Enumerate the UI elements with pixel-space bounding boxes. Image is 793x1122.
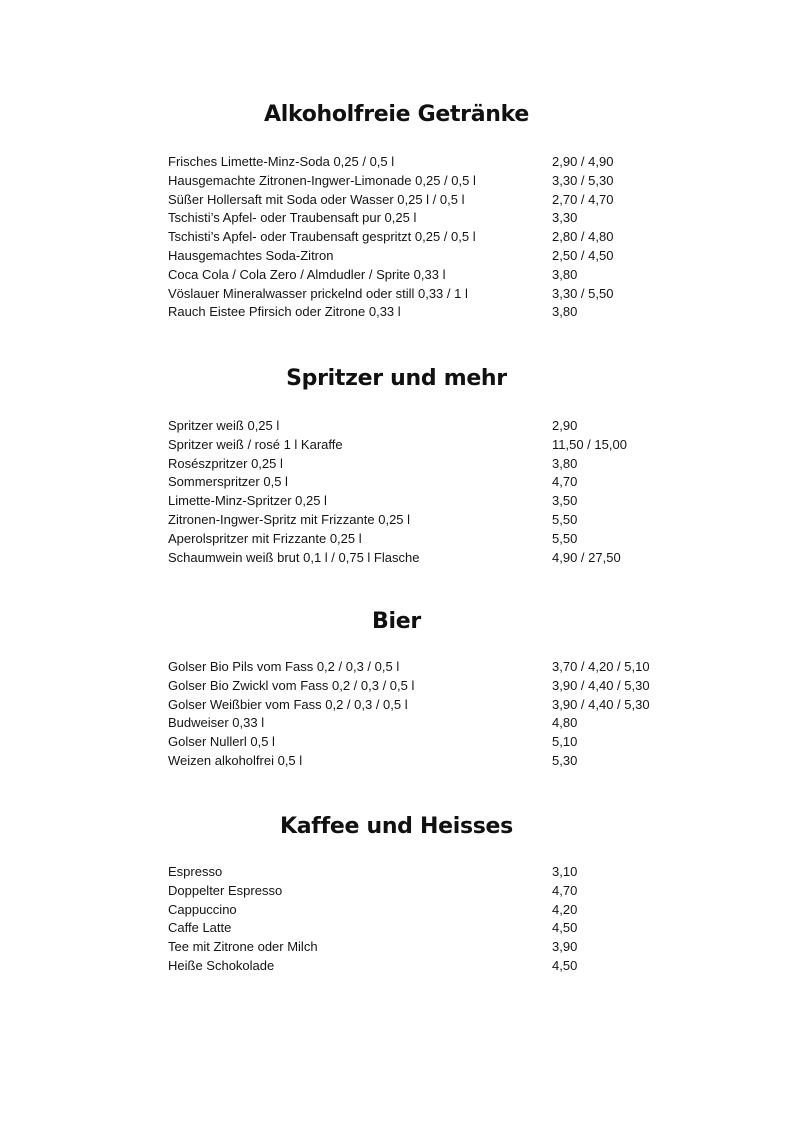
item-price: 5,30 bbox=[552, 752, 578, 768]
item-name: Doppelter Espresso bbox=[168, 882, 283, 898]
menu-item bbox=[168, 492, 688, 511]
item-price: 4,20 bbox=[552, 901, 578, 917]
menu-item bbox=[168, 228, 688, 247]
menu-item bbox=[168, 696, 688, 715]
item-name: Spritzer weiß / rosé 1 l Karaffe bbox=[168, 436, 343, 452]
item-name: Frisches Limette-Minz-Soda 0,25 / 0,5 l bbox=[168, 154, 395, 169]
menu-item bbox=[168, 901, 688, 920]
menu-item bbox=[168, 677, 688, 696]
item-price: 3,70 / 4,20 / 5,10 bbox=[552, 659, 650, 674]
item-name: Caffe Latte bbox=[168, 920, 232, 936]
item-name: Hausgemachtes Soda-Zitron bbox=[168, 247, 334, 263]
menu-item bbox=[168, 530, 688, 549]
item-name: Tschisti’s Apfel- oder Traubensaft pur 0,25 l bbox=[168, 210, 417, 226]
item-price: 2,90 / 4,90 bbox=[552, 154, 614, 169]
item-price: 4,70 bbox=[552, 882, 578, 898]
item-list bbox=[168, 153, 688, 322]
item-name: Golser Bio Zwickl vom Fass 0,2 / 0,3 / 0,5 l bbox=[168, 677, 415, 693]
menu-item bbox=[168, 172, 688, 191]
menu-item bbox=[168, 285, 688, 304]
item-list bbox=[168, 417, 688, 567]
item-name: Limette-Minz-Spritzer 0,25 l bbox=[168, 493, 327, 509]
menu-item bbox=[168, 714, 688, 733]
item-name: Budweiser 0,33 l bbox=[168, 715, 265, 731]
item-name: Vöslauer Mineralwasser prickelnd oder still 0,33 / 1 l bbox=[168, 285, 468, 301]
menu-item bbox=[168, 417, 688, 436]
section-title: Spritzer und mehr bbox=[286, 366, 507, 391]
menu-item bbox=[168, 919, 688, 938]
item-price: 5,10 bbox=[552, 734, 578, 750]
item-price: 5,50 bbox=[552, 511, 578, 527]
item-price: 3,30 bbox=[552, 210, 578, 226]
item-price: 2,50 / 4,50 bbox=[552, 247, 614, 263]
item-price: 3,30 / 5,30 bbox=[552, 172, 614, 188]
item-price: 4,50 bbox=[552, 920, 578, 936]
item-name: Golser Bio Pils vom Fass 0,2 / 0,3 / 0,5 l bbox=[168, 659, 400, 674]
item-name: Golser Nullerl 0,5 l bbox=[168, 734, 275, 750]
item-price: 4,90 / 27,50 bbox=[552, 549, 621, 565]
menu-item bbox=[168, 957, 688, 976]
menu-item bbox=[168, 473, 688, 492]
item-name: Sommerspritzer 0,5 l bbox=[168, 474, 288, 490]
item-price: 2,80 / 4,80 bbox=[552, 229, 614, 245]
item-name: Spritzer weiß 0,25 l bbox=[168, 418, 280, 433]
menu-item bbox=[168, 455, 688, 474]
item-price: 5,50 bbox=[552, 530, 578, 546]
item-name: Heiße Schokolade bbox=[168, 957, 275, 973]
menu-item bbox=[168, 549, 688, 568]
menu-item bbox=[168, 658, 688, 677]
item-price: 4,50 bbox=[552, 957, 578, 973]
menu-item bbox=[168, 511, 688, 530]
item-price: 3,90 bbox=[552, 939, 578, 955]
item-name: Weizen alkoholfrei 0,5 l bbox=[168, 752, 303, 768]
menu-item bbox=[168, 863, 688, 882]
menu-item bbox=[168, 247, 688, 266]
item-price: 2,70 / 4,70 bbox=[552, 191, 614, 207]
item-price: 3,30 / 5,50 bbox=[552, 285, 614, 301]
item-price: 3,90 / 4,40 / 5,30 bbox=[552, 677, 650, 693]
item-name: Zitronen-Ingwer-Spritz mit Frizzante 0,25 l bbox=[168, 511, 411, 527]
item-name: Schaumwein weiß brut 0,1 l / 0,75 l Flasche bbox=[168, 549, 420, 565]
menu-item bbox=[168, 303, 688, 322]
section-title: Kaffee und Heisses bbox=[280, 814, 513, 839]
item-name: Cappuccino bbox=[168, 901, 237, 917]
menu-item bbox=[168, 209, 688, 228]
item-price: 3,80 bbox=[552, 455, 578, 471]
item-list bbox=[168, 658, 688, 771]
item-price: 3,10 bbox=[552, 864, 578, 879]
menu-item bbox=[168, 436, 688, 455]
item-name: Tee mit Zitrone oder Milch bbox=[168, 939, 318, 955]
section-title: Bier bbox=[372, 609, 421, 634]
item-price: 4,80 bbox=[552, 715, 578, 731]
menu-item bbox=[168, 266, 688, 285]
item-price: 4,70 bbox=[552, 474, 578, 490]
item-price: 3,90 / 4,40 / 5,30 bbox=[552, 696, 650, 712]
item-list bbox=[168, 863, 688, 976]
item-name: Süßer Hollersaft mit Soda oder Wasser 0,25 l / 0,5 l bbox=[168, 191, 465, 207]
menu-item bbox=[168, 153, 688, 172]
item-price: 3,80 bbox=[552, 266, 578, 282]
item-name: Rauch Eistee Pfirsich oder Zitrone 0,33 l bbox=[168, 304, 401, 320]
menu-item bbox=[168, 191, 688, 210]
item-price: 3,80 bbox=[552, 304, 578, 320]
item-name: Espresso bbox=[168, 864, 223, 879]
item-name: Coca Cola / Cola Zero / Almdudler / Sprite 0,33 l bbox=[168, 266, 446, 282]
item-price: 3,50 bbox=[552, 493, 578, 509]
item-name: Aperolspritzer mit Frizzante 0,25 l bbox=[168, 530, 362, 546]
item-price: 2,90 bbox=[552, 418, 578, 433]
menu-item bbox=[168, 752, 688, 771]
menu-item bbox=[168, 733, 688, 752]
menu-item bbox=[168, 882, 688, 901]
item-price: 11,50 / 15,00 bbox=[552, 436, 627, 452]
item-name: Rosészpritzer 0,25 l bbox=[168, 455, 283, 471]
section-title: Alkoholfreie Getränke bbox=[263, 102, 530, 127]
menu-item bbox=[168, 938, 688, 957]
item-name: Hausgemachte Zitronen-Ingwer-Limonade 0,25 / 0,5 l bbox=[168, 172, 476, 188]
item-name: Tschisti’s Apfel- oder Traubensaft gespritzt 0,25 / 0,5 l bbox=[168, 229, 476, 245]
item-name: Golser Weißbier vom Fass 0,2 / 0,3 / 0,5 l bbox=[168, 696, 408, 712]
